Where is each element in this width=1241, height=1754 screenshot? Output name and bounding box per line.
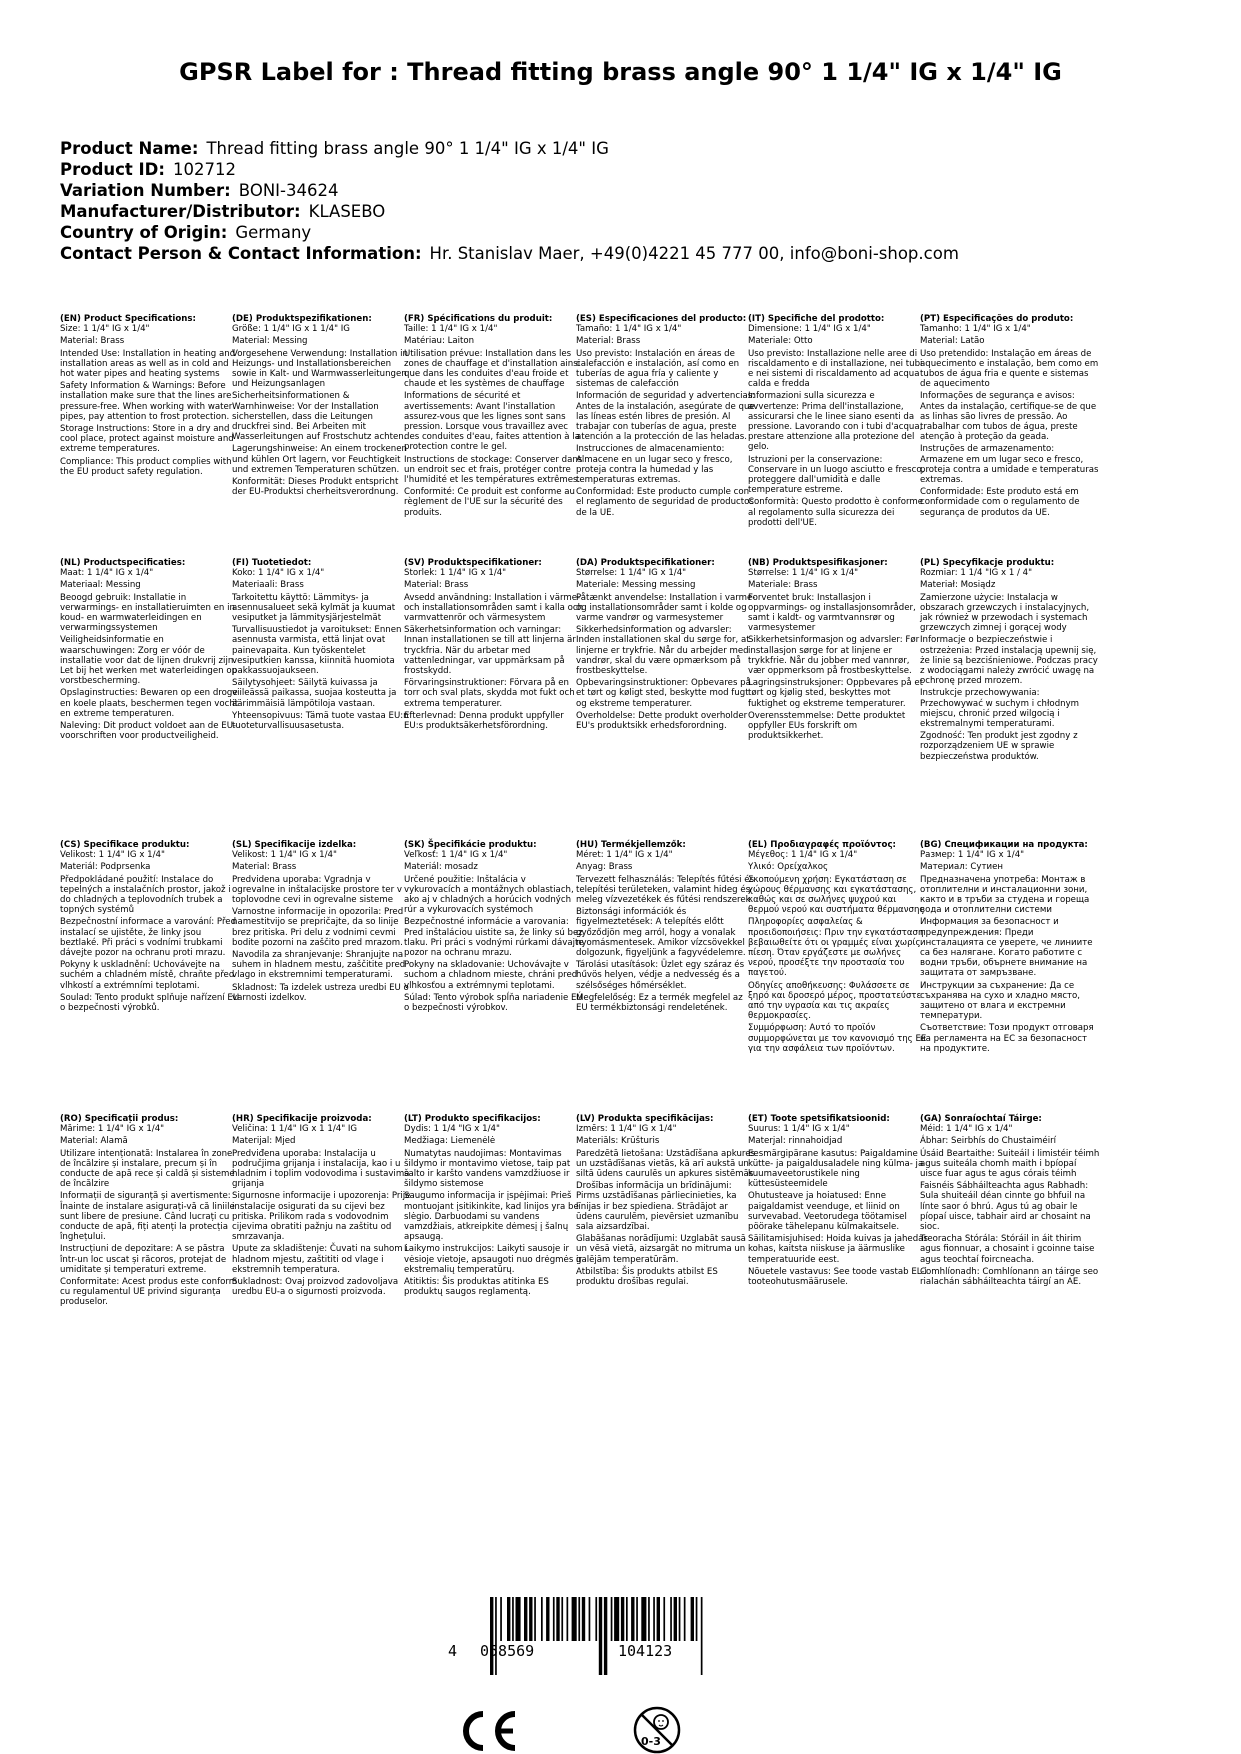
spec-line: Utilisation prévue: Installation dans les zones de chauffage et d'installation ainsi que dans les conduites d'eau froide et chaude et les systèmes de chauffage — [404, 348, 581, 390]
spec-line: Material: Brass — [232, 862, 297, 873]
spec-line: Uso previsto: Installazione nelle aree di riscaldamento e di installazione, nei tubi e nei sistemi di riscaldamento ad acqua calda e fredda — [748, 348, 923, 390]
spec-line: Förvaringsinstruktioner: Förvara på en torr och sval plats, skydda mot fukt och extrema temperaturer. — [404, 678, 575, 709]
spec-line: Οδηγίες αποθήκευσης: Φυλάσσετε σε ξηρό και δροσερό μέρος, προστατεύστε από την υγρασία και τις ακραίες θερμοκρασίες. — [748, 980, 922, 1022]
spec-line: Glabāšanas norādījumi: Uzglabāt sausā un vēsā vietā, aizsargāt no mitruma un galējām temperatūrām. — [576, 1234, 746, 1265]
spec-heading: (LT) Produkto specifikacijos: — [404, 1114, 541, 1124]
spec-line: Размер: 1 1/4" IG x 1/4" — [920, 850, 1025, 861]
spec-heading: (GA) Sonraíochtaí Táirge: — [920, 1114, 1042, 1124]
spec-line: Materiaali: Brass — [232, 580, 304, 591]
spec-line: Velikost: 1 1/4" IG x 1/4" — [232, 850, 337, 861]
spec-block — [920, 558, 1100, 762]
spec-line: Compliance: This product complies with the EU product safety regulation. — [60, 456, 232, 477]
spec-block — [748, 314, 928, 528]
spec-heading: (HU) Termékjellemzők: — [576, 840, 686, 850]
barcode-bar — [490, 1597, 493, 1675]
spec-heading: (EL) Προδιαγραφές προϊόντος: — [748, 840, 896, 850]
spec-line: Biztonsági információk és figyelmeztetések: A telepítés előtt győződjön meg arról, hogy a vonalak nyomásmentesek. Amikor vízcsövekkel dolgozunk, figyeljünk a fagyvédelemre. — [576, 907, 746, 959]
spec-line: Conformitate: Acest produs este conform cu regulamentul UE privind siguranța produselor. — [60, 1277, 238, 1308]
spec-line: Úsáid Beartaithe: Suiteáil i limistéir téimh agus suiteála chomh maith i bpíopaí uisce fuar agus te agus córais téimh — [920, 1148, 1100, 1180]
spec-heading: (BG) Спецификации на продукта: — [920, 840, 1088, 850]
spec-block — [404, 1114, 584, 1297]
info-value: BONI-34624 — [238, 181, 339, 200]
barcode-bar — [670, 1597, 672, 1641]
spec-line: Naleving: Dit product voldoet aan de EU-voorschriften voor productveiligheid. — [60, 721, 237, 742]
info-label: Country of Origin: — [60, 223, 228, 242]
barcode-bar — [512, 1597, 514, 1641]
spec-line: Инструкции за съхранение: Да се съхранява на сухо и хладно място, защитено от влага и екстремни температури. — [920, 980, 1081, 1022]
spec-heading: (CS) Specifikace produktu: — [60, 840, 190, 850]
ce-mark-icon — [455, 1708, 519, 1754]
barcode-bar — [578, 1597, 580, 1641]
spec-line: Informazioni sulla sicurezza e avvertenze: Prima dell'installazione, assicurarsi che le linee siano esenti da pressione. Lavorando con i tubi d'acqua, prestare attenzione alla protezione del gelo. — [748, 391, 923, 453]
spec-heading: (ES) Especificaciones del producto: — [576, 314, 747, 324]
barcode-bar — [599, 1597, 602, 1675]
spec-line: Nõuetele vastavus: See toode vastab EL-i tooteohutusmäärusele. — [748, 1266, 927, 1288]
spec-line: Velikost: 1 1/4" IG x 1/4" — [60, 850, 165, 861]
spec-line: Materiał: Mosiądz — [920, 580, 996, 591]
spec-line: Материал: Сутиен — [920, 862, 1003, 873]
spec-block — [920, 314, 1100, 518]
spec-line: Ohutusteave ja hoiatused: Enne paigaldamist veenduge, et liinid on survevabad. Veetorudega töötamisel pöörake tähelepanu külmakaitsele. — [748, 1191, 907, 1233]
barcode-digits-left: 058569 — [480, 1642, 535, 1660]
spec-line: Säilytysohjeet: Säilytä kuivassa ja viileässä paikassa, suojaa kosteutta ja äärimmäisiä lämpötiloja vastaan. — [232, 678, 397, 709]
spec-block — [404, 840, 584, 1013]
spec-line: Intended Use: Installation in heating and installation areas as well as in cold and hot water pipes and heating systems — [60, 348, 236, 380]
spec-line: Pokyny k uskladnění: Uchovávejte na suchém a chladném místě, chraňte před vlhkostí a extrémními teplotami. — [60, 960, 235, 991]
label-title: GPSR Label for : Thread fitting brass angle 90° 1 1/4" IG x 1/4" IG — [179, 58, 1062, 86]
info-row — [60, 138, 1200, 159]
info-value: 102712 — [172, 160, 236, 179]
barcode-bar — [507, 1597, 510, 1641]
barcode-bar — [546, 1597, 549, 1641]
spec-line: Material: Latão — [920, 336, 985, 347]
spec-line: Safety Information & Warnings: Before installation make sure that the lines are pressure-free. When working with water pipes, pay attention to frost protection. — [60, 381, 233, 422]
spec-block — [60, 314, 240, 477]
spec-line: Bezpečnostní informace a varování: Před instalací se ujistěte, že linky jsou beztlaké. Při práci s vodními trubkami dávejte pozor na ochranu proti mrazu. — [60, 917, 237, 959]
spec-line: Materiale: Brass — [748, 580, 818, 591]
spec-line: Opslaginstructies: Bewaren op een droge en koele plaats, beschermen tegen vocht en extreme temperaturen. — [60, 688, 239, 719]
spec-line: Ábhar: Seirbhís do Chustaiméirí — [920, 1136, 1057, 1147]
spec-line: Soulad: Tento produkt splňuje nařízení EU o bezpečnosti výrobků. — [60, 992, 240, 1014]
spec-line: Materiaal: Messing — [60, 580, 141, 591]
barcode-bar — [631, 1597, 634, 1641]
spec-line: Saugumo informacija ir įspėjimai: Prieš montuojant įsitikinkite, kad linijos yra be slėgio. Darbuodami su vandens vamzdžiais, atkreipkite dėmesį į šalnų apsaugą. — [404, 1191, 579, 1243]
barcode-bar — [589, 1597, 591, 1641]
spec-line: Uso pretendido: Instalação em áreas de aquecimento e instalação, bem como em tubos de água fria e quente e sistemas de aquecimento — [920, 348, 1099, 390]
barcode-bar — [653, 1597, 655, 1641]
spec-line: Numatytas naudojimas: Montavimas šildymo ir montavimo vietose, taip pat šalto ir karšto vandens vamzdžiuose ir šildymo sistemose — [404, 1148, 571, 1190]
spec-line: Material: Alamă — [60, 1136, 128, 1147]
spec-line: Overholdelse: Dette produkt overholder EU's produktsikk erhedsforordning. — [576, 710, 748, 732]
spec-heading: (PT) Especificações do produto: — [920, 314, 1074, 324]
spec-heading: (ET) Toote spetsifikatsioonid: — [748, 1114, 890, 1124]
spec-line: Storlek: 1 1/4" IG x 1/4" — [404, 568, 507, 579]
spec-heading: (FI) Tuotetiedot: — [232, 558, 312, 568]
spec-line: Varnostne informacije in opozorila: Pred namestitvijo se prepričajte, da so linije brez pritiska. Pri delu z vodnimi cevmi bodite pozorni na zaščito pred mrazom. — [232, 907, 404, 948]
spec-line: Megfelelőség: Ez a termék megfelel az EU termékbiztonsági rendeletének. — [576, 992, 743, 1014]
spec-heading: (IT) Specifiche del prodotto: — [748, 314, 885, 324]
spec-line: Conformité: Ce produit est conforme au règlement de l'UE sur la sécurité des produits. — [404, 487, 575, 518]
spec-block — [748, 558, 928, 741]
spec-block — [576, 558, 756, 731]
spec-line: Informations de sécurité et avertissements: Avant l'installation assurez-vous que les lignes sont sans pression. Lorsque vous travaillez avec des conduites d'eau, faites attention à la protection contre le gel. — [404, 391, 580, 453]
spec-line: Předpokládané použití: Instalace do tepelných a instalačních prostor, jakož i do chladných a teplovodních trubek a topných systémů — [60, 874, 231, 916]
spec-line: Turvallisuustiedot ja varoitukset: Ennen asennusta varmista, että linjat ovat painevapaita. Kun työskentelet vesiputkien kanssa, kiinnitä huomiota pakkassuojaukseen. — [232, 625, 402, 677]
info-label: Product ID: — [60, 160, 165, 179]
spec-line: Informacje o bezpieczeństwie i ostrzeżenia: Przed instalacją upewnij się, że linie są bezciśnieniowe. Podczas pracy z wodociągami należy zwrócić uwagę na ochronę przed mrozem. — [920, 635, 1098, 687]
spec-line: Sikkerhedsinformation og advarsler: Inden installationen skal du sørge for, at linjerne er trykfrie. Når du arbejder med vandrør, skal du være opmærksom på frostbeskyttelse. — [576, 625, 750, 677]
spec-line: Vorgesehene Verwendung: Installation in Heizungs- und Installationsbereichen sowie in Kalt- und Warmwasserleitungen und Heizungsanlagen — [232, 348, 408, 390]
spec-line: Instrucțiuni de depozitare: A se păstra într-un loc uscat și răcoros, protejat de umiditate și temperaturi extreme. — [60, 1244, 227, 1275]
spec-line: Conformità: Questo prodotto è conforme al regolamento sulla sicurezza dei prodotti dell'UE. — [748, 497, 923, 528]
info-row — [60, 180, 1200, 201]
barcode-bar — [556, 1597, 559, 1641]
barcode-bar — [553, 1597, 555, 1641]
barcode-bar — [691, 1597, 694, 1641]
spec-line: Informații de siguranță și avertismente: Înainte de instalare asigurați-vă că liniile sunt libere de presiune. Când lucrați cu conducte de apă, fiți atenți la protecția înghețului. — [60, 1191, 235, 1243]
spec-line: Instruções de armazenamento: Armazene em um lugar seco e fresco, proteja contra a umidade e temperaturas extremas. — [920, 444, 1099, 486]
spec-block — [232, 840, 412, 1003]
barcode-bar — [529, 1597, 532, 1641]
spec-line: Informações de segurança e avisos: Antes da instalação, certifique-se de que as linhas são livres de pressão. Ao trabalhar com tubos de água, preste atenção à proteção da geada. — [920, 391, 1097, 443]
spec-line: Medžiaga: Liemenėlė — [404, 1136, 496, 1147]
age-range-text: 0-3 — [641, 1735, 661, 1748]
barcode-bar — [541, 1597, 543, 1641]
spec-line: Istruzioni per la conservazione: Conservare in un luogo asciutto e fresco, proteggere dall'umidità e dalle temperature estreme. — [748, 454, 925, 496]
spec-block — [60, 558, 240, 741]
barcode-bar — [614, 1597, 619, 1641]
spec-line: Predvidena uporaba: Vgradnja v ogrevalne in inštalacijske prostore ter v toplovodne cevi in ogrevalne sisteme — [232, 874, 402, 906]
spec-heading: (SV) Produktspecifikationer: — [404, 558, 542, 568]
spec-line: Tárolási utasítások: Üzlet egy száraz és hűvös helyen, védje a nedvesség és a szélsőséges hőmérséklet. — [576, 960, 745, 991]
spec-line: Opbevaringsinstruktioner: Opbevares på et tørt og køligt sted, beskytte mod fugt og ekstreme temperaturer. — [576, 678, 751, 709]
spec-line: Tarkoitettu käyttö: Lämmitys- ja asennusalueet sekä kylmät ja kuumat vesiputket ja lämmitysjärjestelmät — [232, 592, 396, 624]
barcode-bar — [684, 1597, 686, 1641]
spec-line: Πληροφορίες ασφαλείας & προειδοποιήσεις: Πριν την εγκατάσταση βεβαιωθείτε ότι οι γραμμές είναι χωρίς πίεση. Όταν εργάζεστε με σωλήνες νερού, προσέξτε την προστασία του παγετού. — [748, 917, 924, 979]
spec-line: Drošības informācija un brīdinājumi: Pirms uzstādīšanas pārliecinieties, ka līnijas ir bez spiediena. Strādājot ar ūdens caurulēm, pievērsiet uzmanību sala aizsardzībai. — [576, 1181, 739, 1233]
barcode-bar — [657, 1597, 660, 1641]
info-row — [60, 201, 1200, 222]
spec-line: Sikkerhetsinformasjon og advarsler: Før installasjon sørge for at linjene er trykkfrie. Når du jobber med vannrør, vær oppmerksom på frostbeskyttelse. — [748, 635, 920, 677]
spec-line: Utilizare intenționată: Instalarea în zone de încălzire și instalare, precum și în conducte de apă rece și caldă și sisteme de încălzire — [60, 1148, 235, 1190]
spec-line: Bezpečnostné informácie a varovania: Pred inštaláciou uistite sa, že linky sú bez tlaku. Pri práci s vodnými rúrkami dávajte pozor na ochranu mrazu. — [404, 917, 584, 959]
info-row — [60, 243, 1200, 264]
spec-block — [920, 840, 1100, 1054]
spec-block — [232, 314, 412, 497]
spec-heading: (LV) Produkta specifikācijas: — [576, 1114, 714, 1124]
spec-line: Съответствие: Този продукт отговаря на регламента на ЕС за безопасност на продуктите. — [920, 1023, 1094, 1054]
spec-line: Zgodność: Ten produkt jest zgodny z rozporządzeniem UE w sprawie bezpieczeństwa produktów. — [920, 731, 1078, 762]
spec-block — [576, 840, 756, 1013]
info-label: Contact Person & Contact Information: — [60, 244, 422, 263]
spec-line: Μέγεθος: 1 1/4" IG x 1/4" — [748, 850, 858, 861]
spec-line: Instrukcje przechowywania: Przechowywać w suchym i chłodnym miejscu, chronić przed wilgocią i ekstremalnymi temperaturami. — [920, 688, 1080, 730]
spec-line: Faisnéis Sábháilteachta agus Rabhadh: Sula shuiteáil déan cinnte go bhfuil na línte saor ó bhrú. Agus tú ag obair le píopaí uisce, tabhair aird ar chosaint na sioc. — [920, 1181, 1091, 1233]
spec-block — [404, 314, 584, 518]
info-row — [60, 222, 1200, 243]
spec-line: Beoogd gebruik: Installatie in verwarmings- en installatieruimten en in koud- en warmwaterleidingen en verwarmingssystemen — [60, 592, 235, 634]
spec-block — [920, 1114, 1100, 1287]
spec-line: Pokyny na skladovanie: Uchovávajte v suchom a chladnom mieste, chráni pred vlhkosťou a extrémnymi teplotami. — [404, 960, 578, 991]
barcode-bar — [663, 1597, 665, 1641]
spec-line: Størrelse: 1 1/4" IG x 1/4" — [576, 568, 687, 579]
spec-line: Storage Instructions: Store in a dry and cool place, protect against moisture and extreme temperatures. — [60, 424, 234, 455]
barcode-bar — [636, 1597, 638, 1641]
spec-heading: (NB) Produktspesifikasjoner: — [748, 558, 888, 568]
spec-line: Sigurnosne informacije i upozorenja: Prije instalacije osigurati da su cijevi bez pritiska. Prilikom rada s vodovodnim cijevima obratiti pažnju na zaštitu od smrzavanja. — [232, 1191, 411, 1243]
spec-line: Súlad: Tento výrobok spĺňa nariadenie EÚ o bezpečnosti výrobkov. — [404, 992, 583, 1014]
spec-line: Size: 1 1/4" IG x 1/4" — [60, 324, 150, 335]
barcode-bar — [626, 1597, 628, 1641]
spec-line: Materiál: Podprsenka — [60, 862, 151, 873]
spec-heading: (PL) Specyfikacje produktu: — [920, 558, 1055, 568]
barcode-digit-prefix: 4 — [448, 1642, 458, 1660]
spec-line: Uso previsto: Instalación en áreas de calefacción e instalación, así como en tuberías de agua fría y caliente y sistemas de calefacción — [576, 348, 740, 390]
spec-line: Σκοπούμενη χρήση: Εγκατάσταση σε χώρους θέρμανσης και εγκατάστασης, καθώς και σε σωλήνες ψυχρού και θερμού νερού και συστήματα θέρμανσης — [748, 874, 925, 916]
spec-line: Mărime: 1 1/4" IG x 1/4" — [60, 1124, 165, 1135]
spec-line: Predviđena uporaba: Instalacija u područjima grijanja i instalacija, kao i u hladnim i toplim vodovodima i sustavima grijanja — [232, 1148, 410, 1190]
spec-line: Navodila za shranjevanje: Shranjujte na suhem in hladnem mestu, zaščitite pred vlago in ekstremnimi temperaturami. — [232, 950, 406, 981]
spec-line: Conformidade: Este produto está em conformidade com o regulamento de segurança de produtos da UE. — [920, 487, 1080, 518]
spec-block — [576, 314, 756, 518]
spec-line: Material: Messing — [232, 336, 308, 347]
spec-line: Konformität: Dieses Produkt entspricht der EU-Produktsi cherheitsverordnung. — [232, 477, 399, 498]
spec-line: Overensstemmelse: Dette produktet oppfyller EUs forskrift om produktsikkerhet. — [748, 710, 906, 742]
ean-barcode — [470, 1597, 750, 1677]
spec-line: Méid: 1 1/4" IG x 1/4" — [920, 1124, 1013, 1135]
spec-line: Suurus: 1 1/4" IG x 1/4" — [748, 1124, 850, 1135]
spec-line: Materiale: Otto — [748, 336, 813, 347]
spec-line: Yhteensopivuus: Tämä tuote vastaa EU:n tuoteturvallisuusasetusta. — [232, 710, 409, 732]
age-warning-icon — [630, 1705, 684, 1754]
spec-line: Tamaño: 1 1/4" IG x 1/4" — [576, 324, 682, 335]
spec-line: Lagerungshinweise: An einem trockenen und kühlen Ort lagern, vor Feuchtigkeit und extremen Temperaturen schützen. — [232, 444, 407, 475]
spec-line: Matériau: Laiton — [404, 336, 475, 347]
spec-line: Comhlíonadh: Comhlíonann an táirge seo rialachán sábháilteachta táirgí an AE. — [920, 1266, 1099, 1288]
spec-block — [232, 558, 412, 731]
info-value: Germany — [235, 223, 312, 242]
spec-line: Instrucciones de almacenamiento: Almacene en un lugar seco y fresco, proteja contra la humedad y las temperaturas extremas. — [576, 444, 733, 486]
barcode-bar — [679, 1597, 681, 1641]
spec-line: Dimensione: 1 1/4" IG x 1/4" — [748, 324, 871, 335]
spec-heading: (SK) Špecifikácie produktu: — [404, 840, 537, 850]
spec-line: Υλικό: Ορείχαλκος — [748, 862, 829, 873]
spec-line: Información de seguridad y advertencias: Antes de la instalación, asegúrate de que las líneas estén libres de presión. Al trabajar con tuberías de agua, preste atención a la protección de las heladas. — [576, 391, 756, 443]
spec-line: Paredzētā lietošana: Uzstādīšana apkures un uzstādīšanas vietās, kā arī aukstā un siltā ūdens caurulēs un apkures sistēmās — [576, 1148, 756, 1180]
spec-line: Avsedd användning: Installation i värme- och installationsområden samt i kalla och varmvattenrör och värmesystem — [404, 592, 584, 624]
barcode-digits-right: 104123 — [618, 1642, 673, 1660]
spec-line: Material: Brass — [60, 336, 125, 347]
info-row — [60, 159, 1200, 180]
spec-line: Säkerhetsinformation och varningar: Innan installationen se till att linjerna är tryckfria. När du arbetar med vattenledningar, var uppmärksam på frostskydd. — [404, 625, 576, 677]
spec-block — [60, 840, 240, 1013]
barcode-bar — [674, 1597, 677, 1641]
spec-line: Zamierzone użycie: Instalacja w obszarach grzewczych i instalacyjnych, jak również w przewodach i systemach grzewczych zimnej i gorącej wody — [920, 592, 1090, 634]
spec-line: Materijal: Mjed — [232, 1136, 296, 1147]
spec-line: Material: Brass — [576, 336, 641, 347]
spec-line: Συμμόρφωση: Αυτό το προϊόν συμμορφώνεται με τον κανονισμό της ΕΕ για την ασφάλεια των προϊόντων. — [748, 1023, 927, 1054]
spec-line: Tamanho: 1 1/4" IG x 1/4" — [920, 324, 1031, 335]
spec-heading: (NL) Productspecificaties: — [60, 558, 186, 568]
spec-block — [748, 840, 928, 1054]
barcode-bar — [534, 1597, 536, 1641]
spec-heading: (EN) Product Specifications: — [60, 314, 196, 324]
spec-line: Dydis: 1 1/4 "IG x 1/4" — [404, 1124, 500, 1135]
spec-line: Предназначена употреба: Монтаж в отоплителни и инсталационни зони, както и в тръби за студена и гореща вода и отоплителни системи — [920, 874, 1090, 916]
info-value: Hr. Stanislav Maer, +49(0)4221 45 777 00, info@boni-shop.com — [429, 244, 959, 263]
spec-line: Rozmiar: 1 1/4 "IG x 1 / 4" — [920, 568, 1033, 579]
barcode-bar — [621, 1597, 624, 1641]
info-value: Thread fitting brass angle 90° 1 1/4" IG x 1/4" IG — [206, 139, 609, 158]
spec-line: Forventet bruk: Installasjon i oppvarmings- og installasjonsområder, samt i kaldt- og varmtvannsrør og varmesystemer — [748, 592, 916, 634]
barcode-bar — [567, 1597, 569, 1641]
spec-line: Maat: 1 1/4" IG x 1/4" — [60, 568, 154, 579]
spec-block — [576, 1114, 756, 1287]
barcode-bar — [572, 1597, 577, 1641]
spec-block — [232, 1114, 412, 1297]
spec-line: Treoracha Stórála: Stóráil in áit thirim agus fionnuar, a chosaint i gcoinne taise agus teochtaí foircneacha. — [920, 1234, 1095, 1265]
spec-heading: (RO) Specificații produs: — [60, 1114, 179, 1124]
spec-line: Materjal: rinnahoidjad — [748, 1136, 843, 1147]
spec-line: Izmērs: 1 1/4" IG x 1/4" — [576, 1124, 677, 1135]
spec-line: Méret: 1 1/4" IG x 1/4" — [576, 850, 673, 861]
spec-line: Sicherheitsinformationen & Warnhinweise: Vor der Installation sicherstellen, dass die Leitungen druckfrei sind. Bei Arbeiten mit Wasserleitungen auf Frostschutz achten. — [232, 391, 407, 443]
barcode-bar — [500, 1597, 502, 1641]
spec-heading: (HR) Specifikacije proizvoda: — [232, 1114, 372, 1124]
spec-line: Upute za skladištenje: Čuvati na suhom i hladnom mjestu, zaštititi od vlage i ekstremnih temperatura. — [232, 1244, 408, 1275]
spec-line: Conformidad: Este producto cumple con el reglamento de seguridad de productos de la UE. — [576, 487, 754, 518]
spec-block — [748, 1114, 928, 1287]
barcode-bar — [495, 1597, 497, 1675]
spec-block — [60, 1114, 240, 1308]
spec-line: Taille: 1 1/4" IG x 1/4" — [404, 324, 498, 335]
spec-line: Størrelse: 1 1/4" IG x 1/4" — [748, 568, 859, 579]
spec-line: Eesmärgipärane kasutus: Paigaldamine kütte- ja paigaldusaladele ning külma- ja kuumaveetorustikele ning küttesüsteemidele — [748, 1148, 924, 1190]
spec-heading: (SL) Specifikacije izdelka: — [232, 840, 357, 850]
barcode-bar — [641, 1597, 646, 1641]
info-label: Variation Number: — [60, 181, 231, 200]
spec-heading: (FR) Spécifications du produit: — [404, 314, 553, 324]
spec-line: Material: Brass — [404, 580, 469, 591]
spec-heading: (DE) Produktspezifikationen: — [232, 314, 372, 324]
product-info — [60, 138, 1200, 264]
spec-block — [404, 558, 584, 731]
spec-line: Sukladnost: Ovaj proizvod zadovoljava uredbu EU-a o sigurnosti proizvoda. — [232, 1277, 399, 1298]
spec-line: Materiāls: Krūšturis — [576, 1136, 660, 1147]
spec-line: Veličina: 1 1/4" IG x 1 1/4" IG — [232, 1124, 358, 1135]
barcode-bar — [524, 1597, 527, 1641]
barcode-bar — [611, 1597, 613, 1641]
spec-line: Veľkosť: 1 1/4" IG x 1/4" — [404, 850, 508, 861]
spec-line: Anyag: Brass — [576, 862, 633, 873]
spec-line: Skladnost: Ta izdelek ustreza uredbi EU o varnosti izdelkov. — [232, 982, 409, 1003]
barcode-bar — [582, 1597, 585, 1641]
spec-line: Efterlevnad: Denna produkt uppfyller EU:s produktsäkerhetsförordning. — [404, 710, 564, 732]
barcode-bar — [604, 1597, 607, 1675]
spec-line: Veiligheidsinformatie en waarschuwingen: Zorg er vóór de installatie voor dat de lijnen drukvrij zijn. Let bij het werken met waterleidingen op vorstbescherming. — [60, 635, 238, 687]
spec-line: Информация за безопасност и предупреждения: Преди инсталацията се уверете, че линиите са без налягане. Когато работите с водни тръби, обърнете внимание на защитата от замръзване. — [920, 917, 1093, 979]
spec-line: Größe: 1 1/4" IG x 1 1/4" IG — [232, 324, 350, 335]
barcode-bar — [648, 1597, 650, 1641]
spec-heading: (DA) Produktspecifikationer: — [576, 558, 715, 568]
spec-line: Instructions de stockage: Conserver dans un endroit sec et frais, protéger contre l'humidité et les températures extrêmes. — [404, 454, 583, 486]
spec-line: Lagringsinstruksjoner: Oppbevares på et tørt og kjølig sted, beskyttes mot fuktighet og ekstreme temperaturer. — [748, 678, 924, 709]
spec-line: Koko: 1 1/4" IG x 1/4" — [232, 568, 325, 579]
spec-line: Atitiktis: Šis produktas atitinka ES produktų saugos reglamentą. — [404, 1277, 549, 1298]
spec-line: Säilitamisjuhised: Hoida kuivas ja jahedas kohas, kaitsta niiskuse ja äärmuslike temperatuuride eest. — [748, 1234, 928, 1265]
spec-line: Tervezett felhasználás: Telepítés fűtési és telepítési területeken, valamint hideg és meleg vízvezetékek és fűtési rendszerek — [576, 874, 755, 906]
spec-line: Určené použitie: Inštalácia v vykurovacích a montážnych oblastiach, ako aj v chladných a horúcich vodných rúr a vykurovacích systémoch — [404, 874, 574, 916]
barcode-bar — [595, 1597, 597, 1641]
spec-line: Påtænkt anvendelse: Installation i varme- og installationsområder samt i kolde og varme vandrør og varmesystemer — [576, 592, 756, 624]
spec-line: Laikymo instrukcijos: Laikyti sausoje ir vėsioje vietoje, apsaugoti nuo drėgmės ir ekstremalių temperatūrų. — [404, 1244, 582, 1275]
spec-line: Materiál: mosadz — [404, 862, 478, 873]
spec-line: Atbilstība: Šis produkts atbilst ES produktu drošības regulai. — [576, 1266, 718, 1288]
barcode-bar — [696, 1597, 698, 1641]
spec-line: Materiale: Messing messing — [576, 580, 696, 591]
info-value: KLASEBO — [308, 202, 386, 221]
barcode-bar — [516, 1597, 521, 1641]
barcode-bar — [561, 1597, 563, 1641]
info-label: Product Name: — [60, 139, 199, 158]
barcode-bar — [701, 1597, 703, 1675]
info-label: Manufacturer/Distributor: — [60, 202, 301, 221]
